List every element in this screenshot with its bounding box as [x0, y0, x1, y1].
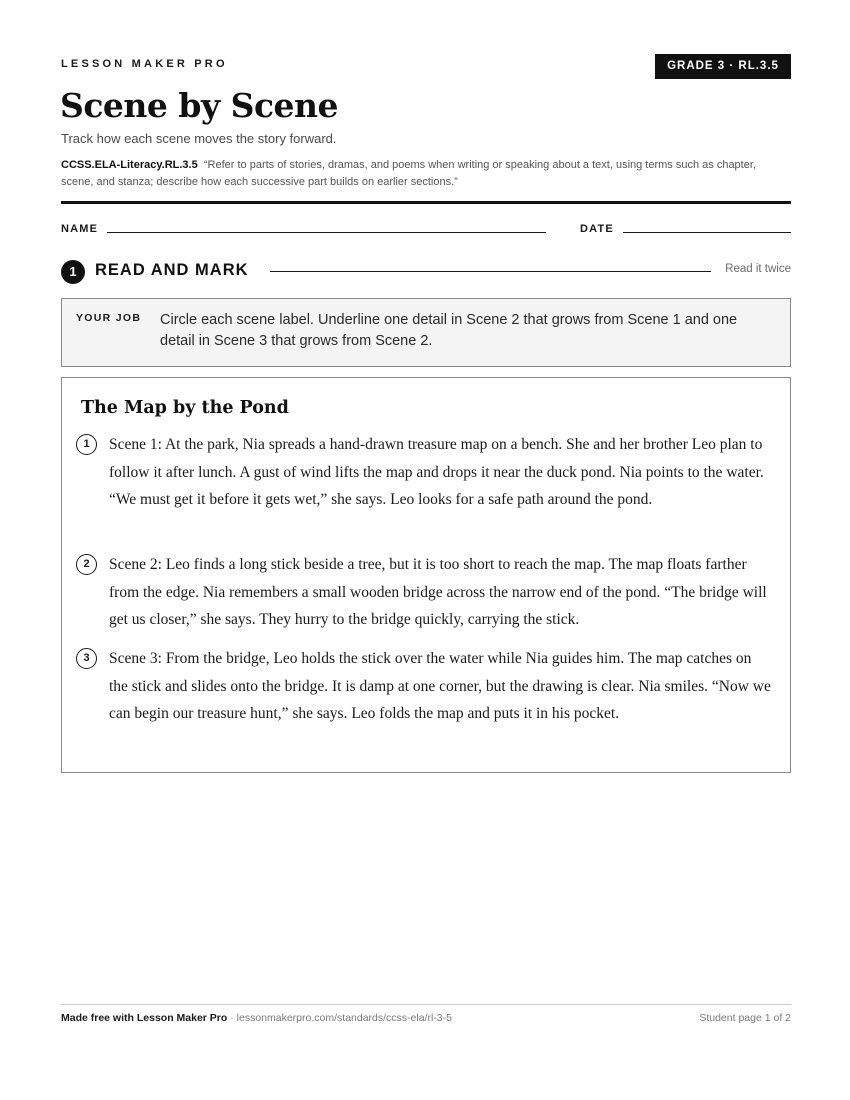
your-job-label: YOUR JOB — [76, 312, 142, 324]
standard-description — [61, 157, 791, 191]
scene-number-circle: 2 — [76, 554, 97, 575]
name-field[interactable] — [107, 232, 546, 233]
name-label: NAME — [61, 223, 99, 235]
story-box — [61, 377, 791, 773]
footer-made-with: Made free with Lesson Maker Pro — [61, 1012, 228, 1024]
section-note: Read it twice — [725, 263, 791, 275]
scene-text: Scene 1: At the park, Nia spreads a hand-drawn treasure map on a bench. She and her brother Leo plan to follow it after lunch. A gust of wind lifts the map and drops it near the duck pond. Nia points to the water. “We must get it before it gets wet,” she says. Leo looks for a safe path around the pond. — [109, 436, 764, 509]
date-field[interactable] — [623, 232, 791, 233]
your-job-box — [61, 298, 791, 367]
scene-text: Scene 3: From the bridge, Leo holds the stick over the water while Nia guides him. The map catches on the stick and slides onto the bridge. It is damp at one corner, but the drawing is clear. Nia smiles. “Now we can begin our treasure hunt,” she says. Leo folds the map and puts it in his pocket. — [109, 650, 771, 723]
section-title: READ AND MARK — [95, 261, 249, 279]
scene-number-circle: 3 — [76, 648, 97, 669]
footer-divider — [61, 1004, 791, 1005]
section-number-badge: 1 — [61, 260, 85, 284]
your-job-instructions: Circle each scene label. Underline one detail in Scene 2 that grows from Scene 1 and one detail in Scene 3 that grows from Scene 2. — [160, 312, 738, 349]
scene-number-circle: 1 — [76, 434, 97, 455]
header-divider — [61, 201, 791, 204]
footer-credit — [61, 1012, 452, 1024]
page-subtitle: Track how each scene moves the story forward. — [61, 131, 337, 146]
standard-text: “Refer to parts of stories, dramas, and poems when writing or speaking about a text, using terms such as chapter, scene, and stanza; describe how each successive part builds on earlier sections.” — [61, 159, 756, 188]
story-title: The Map by the Pond — [81, 398, 289, 418]
section-divider — [270, 271, 711, 272]
brand-name: LESSON MAKER PRO — [61, 58, 228, 70]
date-label: DATE — [580, 223, 614, 235]
footer-url[interactable]: lessonmakerpro.com/standards/ccss-ela/rl-3-5 — [236, 1012, 452, 1024]
standard-code: CCSS.ELA-Literacy.RL.3.5 — [61, 159, 198, 171]
worksheet-page — [61, 0, 791, 1100]
scene-text: Scene 2: Leo finds a long stick beside a tree, but it is too short to reach the map. The map floats farther from the edge. Nia remembers a small wooden bridge across the narrow end of the pond. “The bridge will get us closer,” she says. They hurry to the bridge quickly, carrying the stick. — [109, 556, 767, 629]
footer-page-number: Student page 1 of 2 — [699, 1012, 791, 1024]
page-title: Scene by Scene — [60, 86, 339, 125]
footer-separator: · — [227, 1012, 237, 1024]
grade-badge: GRADE 3 · RL.3.5 — [655, 54, 791, 79]
